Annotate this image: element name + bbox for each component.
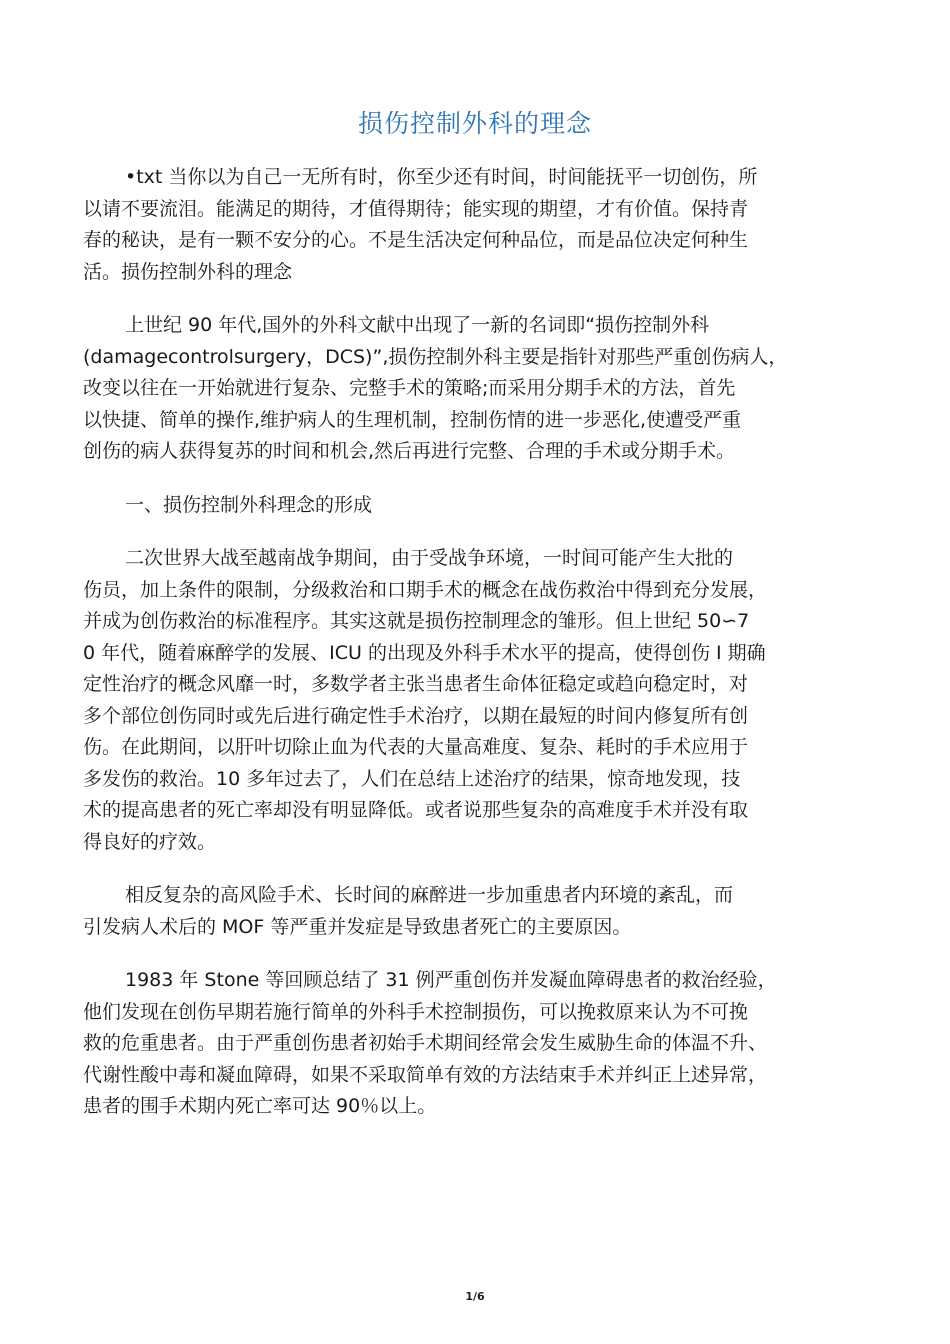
paragraph-dcs-definition: 上世纪 90 年代,国外的外科文献中出现了一新的名词即“损伤控制外科 (damagecontrolsurgery，DCS)”,损伤控制外科主要是指针对那些严重创伤病人， 改变以往在一开始就进行复杂、完整手术的策略;而采用分期手术的方法，首先 以快捷、简单的操作,维护病人的生理机制，控制伤情的进一步恶化,使遭受严重 创伤的病人获得复苏的时间和机会,然后再进行完整、合理的手术或分期手术。 bbox=[83, 314, 788, 462]
paragraph-risk: 相反复杂的高风险手术、长时间的麻醉进一步加重患者内环境的紊乱，而 引发病人术后的 MOF 等严重并发症是导致患者死亡的主要原因。 bbox=[83, 884, 734, 938]
paragraph-stone-study: 1983 年 Stone 等回顾总结了 31 例严重创伤并发凝血障碍患者的救治经验， 他们发现在创伤早期若施行简单的外科手术控制损伤，可以挽救原来认为不可挽 救的危重患者。由于严重创伤患者初始手术期间经常会发生威胁生命的体温不升、 代谢性酸中毒和凝血障碍，如果不采取简单有效的方法结束手术并纠正上述异常， 患者的围手术期内死亡率可达 90％以上。 bbox=[83, 969, 777, 1117]
paragraph-intro: •txt 当你以为自己一无所有时，你至少还有时间，时间能抚平一切创伤，所 以请不要流泪。能满足的期待，才值得期待；能实现的期望，才有价值。保持青 春的秘诀，是有一颗不安分的心。不是生活决定何种品位，而是品位决定何种生 活。损伤控制外科的理念 bbox=[83, 166, 758, 283]
document-body bbox=[83, 162, 873, 1145]
section-heading-formation: 一、损伤控制外科理念的形成 bbox=[125, 493, 373, 516]
paragraph-history: 二次世界大战至越南战争期间，由于受战争环境，一时间可能产生大批的 伤员，加上条件的限制，分级救治和口期手术的概念在战伤救治中得到充分发展， 并成为创伤救治的标准程序。其实这就是损伤控制理念的雏形。但上世纪 50∽7 0 年代，随着麻醉学的发展、ICU 的出现及外科手术水平的提高，使得创伤 I 期确 定性治疗的概念风靡一时，多数学者主张当患者生命体征稳定或趋向稳定时，对 多个部位创伤同时或先后进行确定性手术治疗，以期在最短的时间内修复所有创 伤。在此期间，以肝叶切除止血为代表的大量高难度、复杂、耗时的手术应用于 多发伤的救治。10 多年过去了，人们在总结上述治疗的结果，惊奇地发现，技 术的提高患者的死亡率却没有明显降低。或者说那些复杂的高难度手术并没有取 得良好的疗效。 bbox=[83, 547, 768, 853]
document-title: 损伤控制外科的理念 bbox=[357, 109, 592, 138]
page-number: 1/6 bbox=[465, 1290, 485, 1303]
